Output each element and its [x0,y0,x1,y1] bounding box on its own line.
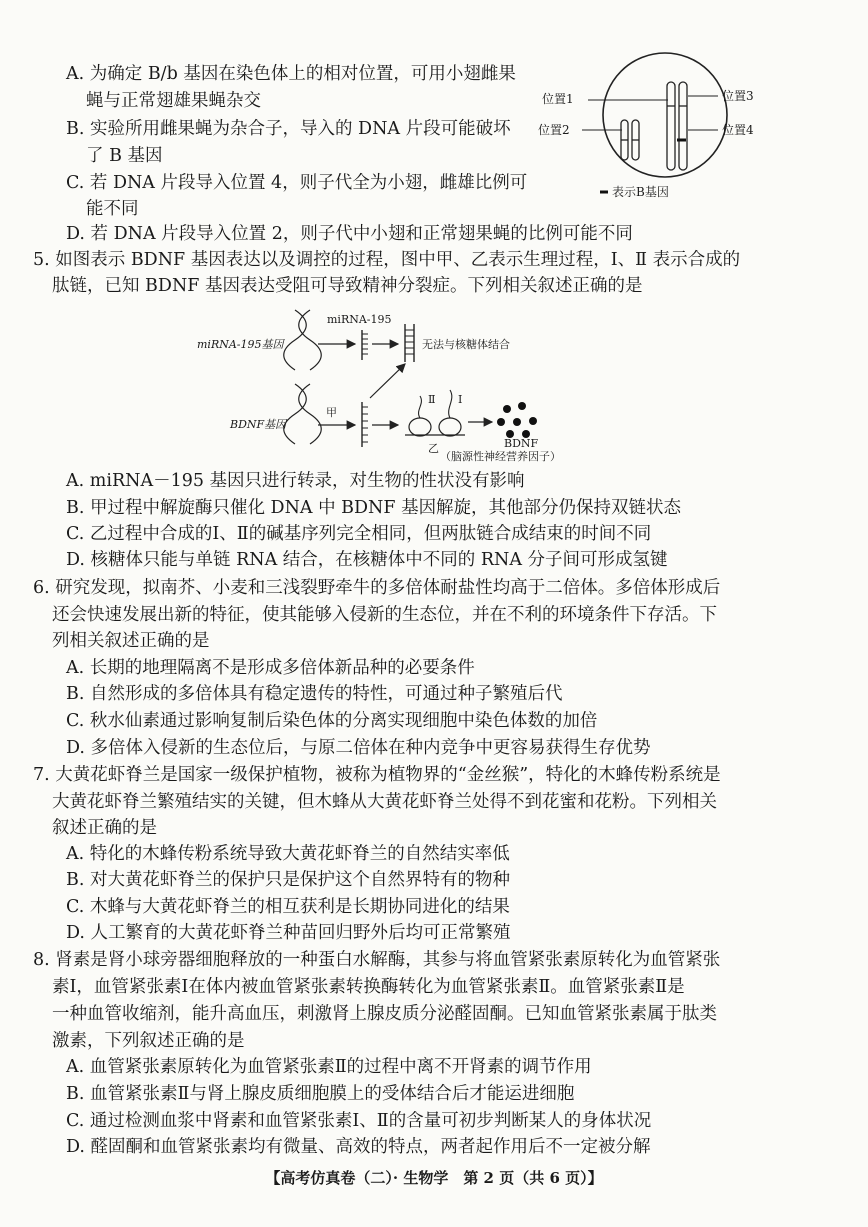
q8-stem-line1: 8. 肾素是肾小球旁器细胞释放的一种蛋白水解酶，其参与将血管紧张素原转化为血管紧张 [33,950,721,970]
q6-option-b: B. 自然形成的多倍体具有稳定遗传的特性，可通过种子繁殖后代 [66,684,563,704]
q4-option-c-line1: C. 若 DNA 片段导入位置 4，则子代全为小翅，雌雄比例可 [66,173,528,193]
fig-legend-b-gene: 表示B基因 [612,185,669,199]
fig-process-jia: 甲 [326,406,337,419]
q4-option-b-line2: 了 B 基因 [86,146,163,166]
fig-mirna-gene-label: miRNA-195基因 [197,338,284,351]
q7-option-d: D. 人工繁育的大黄花虾脊兰种苗回归野外后均可正常繁殖 [66,923,511,943]
fig-label-pos1: 位置1 [542,92,574,106]
q7-option-a: A. 特化的木蜂传粉系统导致大黄花虾脊兰的自然结实率低 [66,844,510,864]
q4-option-a-line2: 蝇与正常翅雄果蝇杂交 [86,91,261,111]
q8-option-d: D. 醛固酮和血管紧张素均有微量、高效的特点，两者起作用后不一定被分解 [66,1137,651,1157]
q8-option-c: C. 通过检测血浆中肾素和血管紧张素Ⅰ、Ⅱ的含量可初步判断某人的身体状况 [66,1111,652,1131]
q5-option-c: C. 乙过程中合成的Ⅰ、Ⅱ的碱基序列完全相同，但两肽链合成结束的时间不同 [66,524,652,544]
q8-stem-line2: 素Ⅰ，血管紧张素Ⅰ在体内被血管紧张素转换酶转化为血管紧张素Ⅱ。血管紧张素Ⅱ是 [52,977,685,997]
fig-chain-i: Ⅰ [458,393,463,406]
fig-label-pos4: 位置4 [722,123,754,137]
fig-bdnf-note: （脑源性神经营养因子） [440,450,561,463]
q5-stem-line2: 肽链，已知 BDNF 基因表达受阻可导致精神分裂症。下列相关叙述正确的是 [52,276,643,296]
q7-stem-line1: 7. 大黄花虾脊兰是国家一级保护植物，被称为植物界的“金丝猴”，特化的木蜂传粉系统是 [33,765,721,785]
fig-bdnf-gene-label: BDNF基因 [230,418,287,431]
q6-option-a: A. 长期的地理隔离不是形成多倍体新品种的必要条件 [66,658,475,678]
q7-option-c: C. 木蜂与大黄花虾脊兰的相互获利是长期协同进化的结果 [66,897,510,917]
fig-no-bind-label: 无法与核糖体结合 [422,338,510,351]
q7-option-b: B. 对大黄花虾脊兰的保护只是保护这个自然界特有的物种 [66,870,510,890]
q4-option-a-line1: A. 为确定 B/b 基因在染色体上的相对位置，可用小翅雌果 [66,64,516,84]
q7-stem-line2: 大黄花虾脊兰繁殖结实的关键，但木蜂从大黄花虾脊兰处得不到花蜜和花粉。下列相关 [52,792,717,812]
q6-stem-line3: 列相关叙述正确的是 [52,631,210,651]
q6-option-d: D. 多倍体入侵新的生态位后，与原二倍体在种内竞争中更容易获得生存优势 [66,738,651,758]
q8-stem-line4: 激素，下列叙述正确的是 [52,1031,245,1051]
q8-stem-line3: 一种血管收缩剂，能升高血压，刺激肾上腺皮质分泌醛固酮。已知血管紧张素属于肽类 [52,1004,717,1024]
q5-stem-line1: 5. 如图表示 BDNF 基因表达以及调控的过程，图中甲、乙表示生理过程，Ⅰ、Ⅱ 表示合成的 [33,250,741,270]
fig-chain-ii: Ⅱ [428,393,436,406]
q8-option-a: A. 血管紧张素原转化为血管紧张素Ⅱ的过程中离不开肾素的调节作用 [66,1057,592,1077]
q4-option-d: D. 若 DNA 片段导入位置 2，则子代中小翅和正常翅果蝇的比例可能不同 [66,224,633,244]
q6-option-c: C. 秋水仙素通过影响复制后染色体的分离实现细胞中染色体数的加倍 [66,711,598,731]
fig-label-pos2: 位置2 [538,123,570,137]
fig-mirna-label: miRNA-195 [327,313,392,326]
q7-stem-line3: 叙述正确的是 [52,818,157,838]
q6-stem-line2: 还会快速发展出新的特征，使其能够入侵新的生态位，并在不利的环境条件下存活。下 [52,605,717,625]
q8-option-b: B. 血管紧张素Ⅱ与肾上腺皮质细胞膜上的受体结合后才能运进细胞 [66,1084,575,1104]
bdnf-expression-diagram [200,302,620,467]
q4-option-c-line2: 能不同 [86,199,139,219]
fig-label-pos3: 位置3 [722,89,754,103]
fig-bdnf-label: BDNF [504,437,539,450]
q6-stem-line1: 6. 研究发现，拟南芥、小麦和三浅裂野牵牛的多倍体耐盐性均高于二倍体。多倍体形成后 [33,578,721,598]
q5-option-b: B. 甲过程中解旋酶只催化 DNA 中 BDNF 基因解旋，其他部分仍保持双链状态 [66,498,682,518]
page-footer: 【高考仿真卷（二）· 生物学 第 2 页（共 6 页）】 [265,1169,603,1187]
q5-option-d: D. 核糖体只能与单链 RNA 结合，在核糖体中不同的 RNA 分子间可形成氢键 [66,550,668,570]
fig-process-yi: 乙 [428,442,439,455]
q4-option-b-line1: B. 实验所用雌果蝇为杂合子，导入的 DNA 片段可能破坏 [66,119,511,139]
q5-option-a: A. miRNA－195 基因只进行转录，对生物的性状没有影响 [66,471,525,491]
